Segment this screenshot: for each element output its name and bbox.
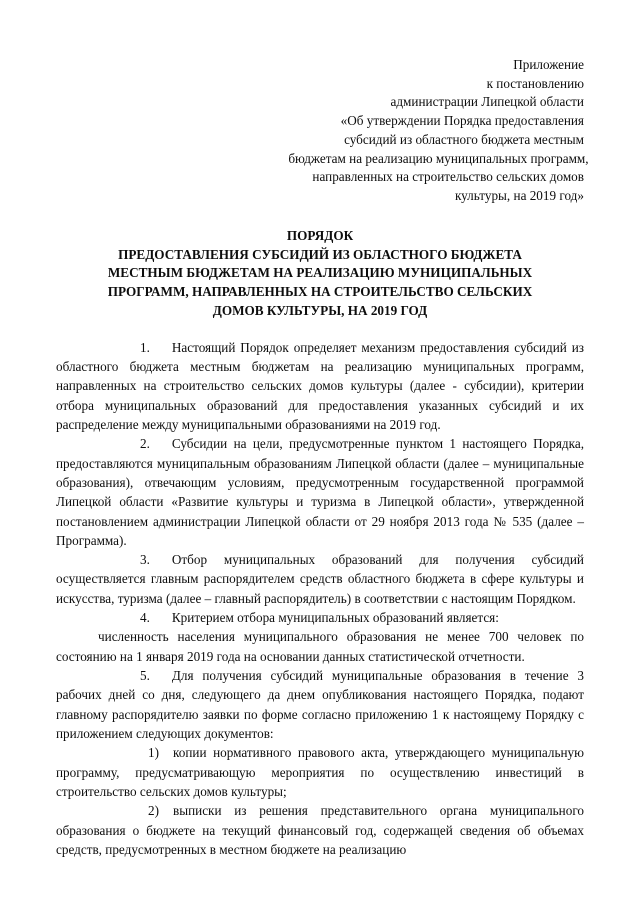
paragraph-number: 4. bbox=[140, 610, 150, 626]
paragraph-text: Субсидии на цели, предусмотренные пунктом 1 настоящего Порядка, предоставляются муниципальным образованиям Липецкой области (далее – муниципальные образования), отвечающим условиям, предусмотренным государственной программой Липецкой области «Развитие культуры и туризма в Липецкой области», утвержденной постановлением администрации Липецкой области от 29 ноября 2013 года № 535 (далее – Программа). bbox=[56, 436, 584, 548]
appendix-line: субсидий из областного бюджета местным bbox=[344, 131, 584, 147]
paragraph-text: выписки из решения представительного органа муниципального образования о бюджете на текущий финансовый год, содержащей сведения об объемах средств, предусмотренных в местном бюджете на реализацию bbox=[56, 803, 584, 858]
page-title bbox=[56, 227, 584, 321]
paragraph-number: 5. bbox=[140, 668, 150, 684]
paragraph-text: Для получения субсидий муниципальные образования в течение 3 рабочих дней со дня, следующего да днем опубликования настоящего Порядка, подают главному распорядителю заявки по форме согласно приложению 1 к настоящему Порядку с приложением следующих документов: bbox=[56, 668, 584, 742]
paragraph-text: численность населения муниципального образования не менее 700 человек по состоянию на 1 января 2019 года на основании данных статистической отчетности. bbox=[56, 629, 584, 664]
paragraph bbox=[56, 550, 584, 608]
paragraph-number: 2. bbox=[140, 436, 150, 452]
title-line: ПРОГРАММ, НАПРАВЛЕННЫХ НА СТРОИТЕЛЬСТВО СЕЛЬСКИХ bbox=[107, 284, 533, 300]
paragraph-text: Критерием отбора муниципальных образований является: bbox=[171, 610, 499, 626]
title-line: ПРЕДОСТАВЛЕНИЯ СУБСИДИЙ ИЗ ОБЛАСТНОГО БЮДЖЕТА bbox=[118, 246, 522, 262]
paragraph-number: 3. bbox=[140, 552, 150, 568]
appendix-line: к постановлению bbox=[486, 75, 584, 91]
paragraph-number: 2) bbox=[148, 803, 159, 819]
document-body bbox=[56, 338, 584, 860]
title-line: ДОМОВ КУЛЬТУРЫ, НА 2019 ГОД bbox=[212, 302, 428, 318]
appendix-line: администрации Липецкой области bbox=[390, 94, 584, 110]
paragraph bbox=[56, 338, 584, 435]
paragraph bbox=[56, 627, 584, 666]
title-line: МЕСТНЫМ БЮДЖЕТАМ НА РЕАЛИЗАЦИЮ МУНИЦИПАЛЬНЫХ bbox=[107, 265, 533, 281]
appendix-line: «Об утверждении Порядка предоставления bbox=[340, 113, 584, 129]
appendix-header bbox=[288, 56, 589, 206]
paragraph bbox=[56, 608, 584, 627]
paragraph bbox=[56, 434, 584, 550]
title-line: ПОРЯДОК bbox=[286, 227, 354, 243]
paragraph-text: Настоящий Порядок определяет механизм предоставления субсидий из областного бюджета местным бюджетам на реализацию муниципальных программ, направленных на строительство сельских домов культуры (далее - субсидии), критерии отбора муниципальных образований для предоставления указанных субсидий и их распределение между муниципальными образованиями на 2019 год. bbox=[56, 339, 584, 432]
appendix-line: Приложение bbox=[513, 57, 584, 72]
paragraph-text: копии нормативного правового акта, утверждающего муниципальную программу, предусматривающую мероприятия по осуществлению инвестиций в строительство сельских домов культуры; bbox=[56, 745, 584, 800]
paragraph-number: 1. bbox=[140, 339, 150, 355]
appendix-line: направленных на строительство сельских домов bbox=[312, 169, 584, 185]
paragraph-number: 1) bbox=[148, 745, 159, 761]
paragraph bbox=[56, 743, 584, 801]
appendix-line: культуры, на 2019 год» bbox=[454, 188, 584, 204]
appendix-line: бюджетам на реализацию муниципальных программ, bbox=[288, 150, 589, 166]
paragraph bbox=[56, 801, 584, 859]
paragraph bbox=[56, 666, 584, 743]
paragraph-text: Отбор муниципальных образований для получения субсидий осуществляется главным распорядителем средств областного бюджета в сфере культуры и искусства, туризма (далее – главный распорядитель) в соответствии с настоящим Порядком. bbox=[56, 552, 584, 606]
